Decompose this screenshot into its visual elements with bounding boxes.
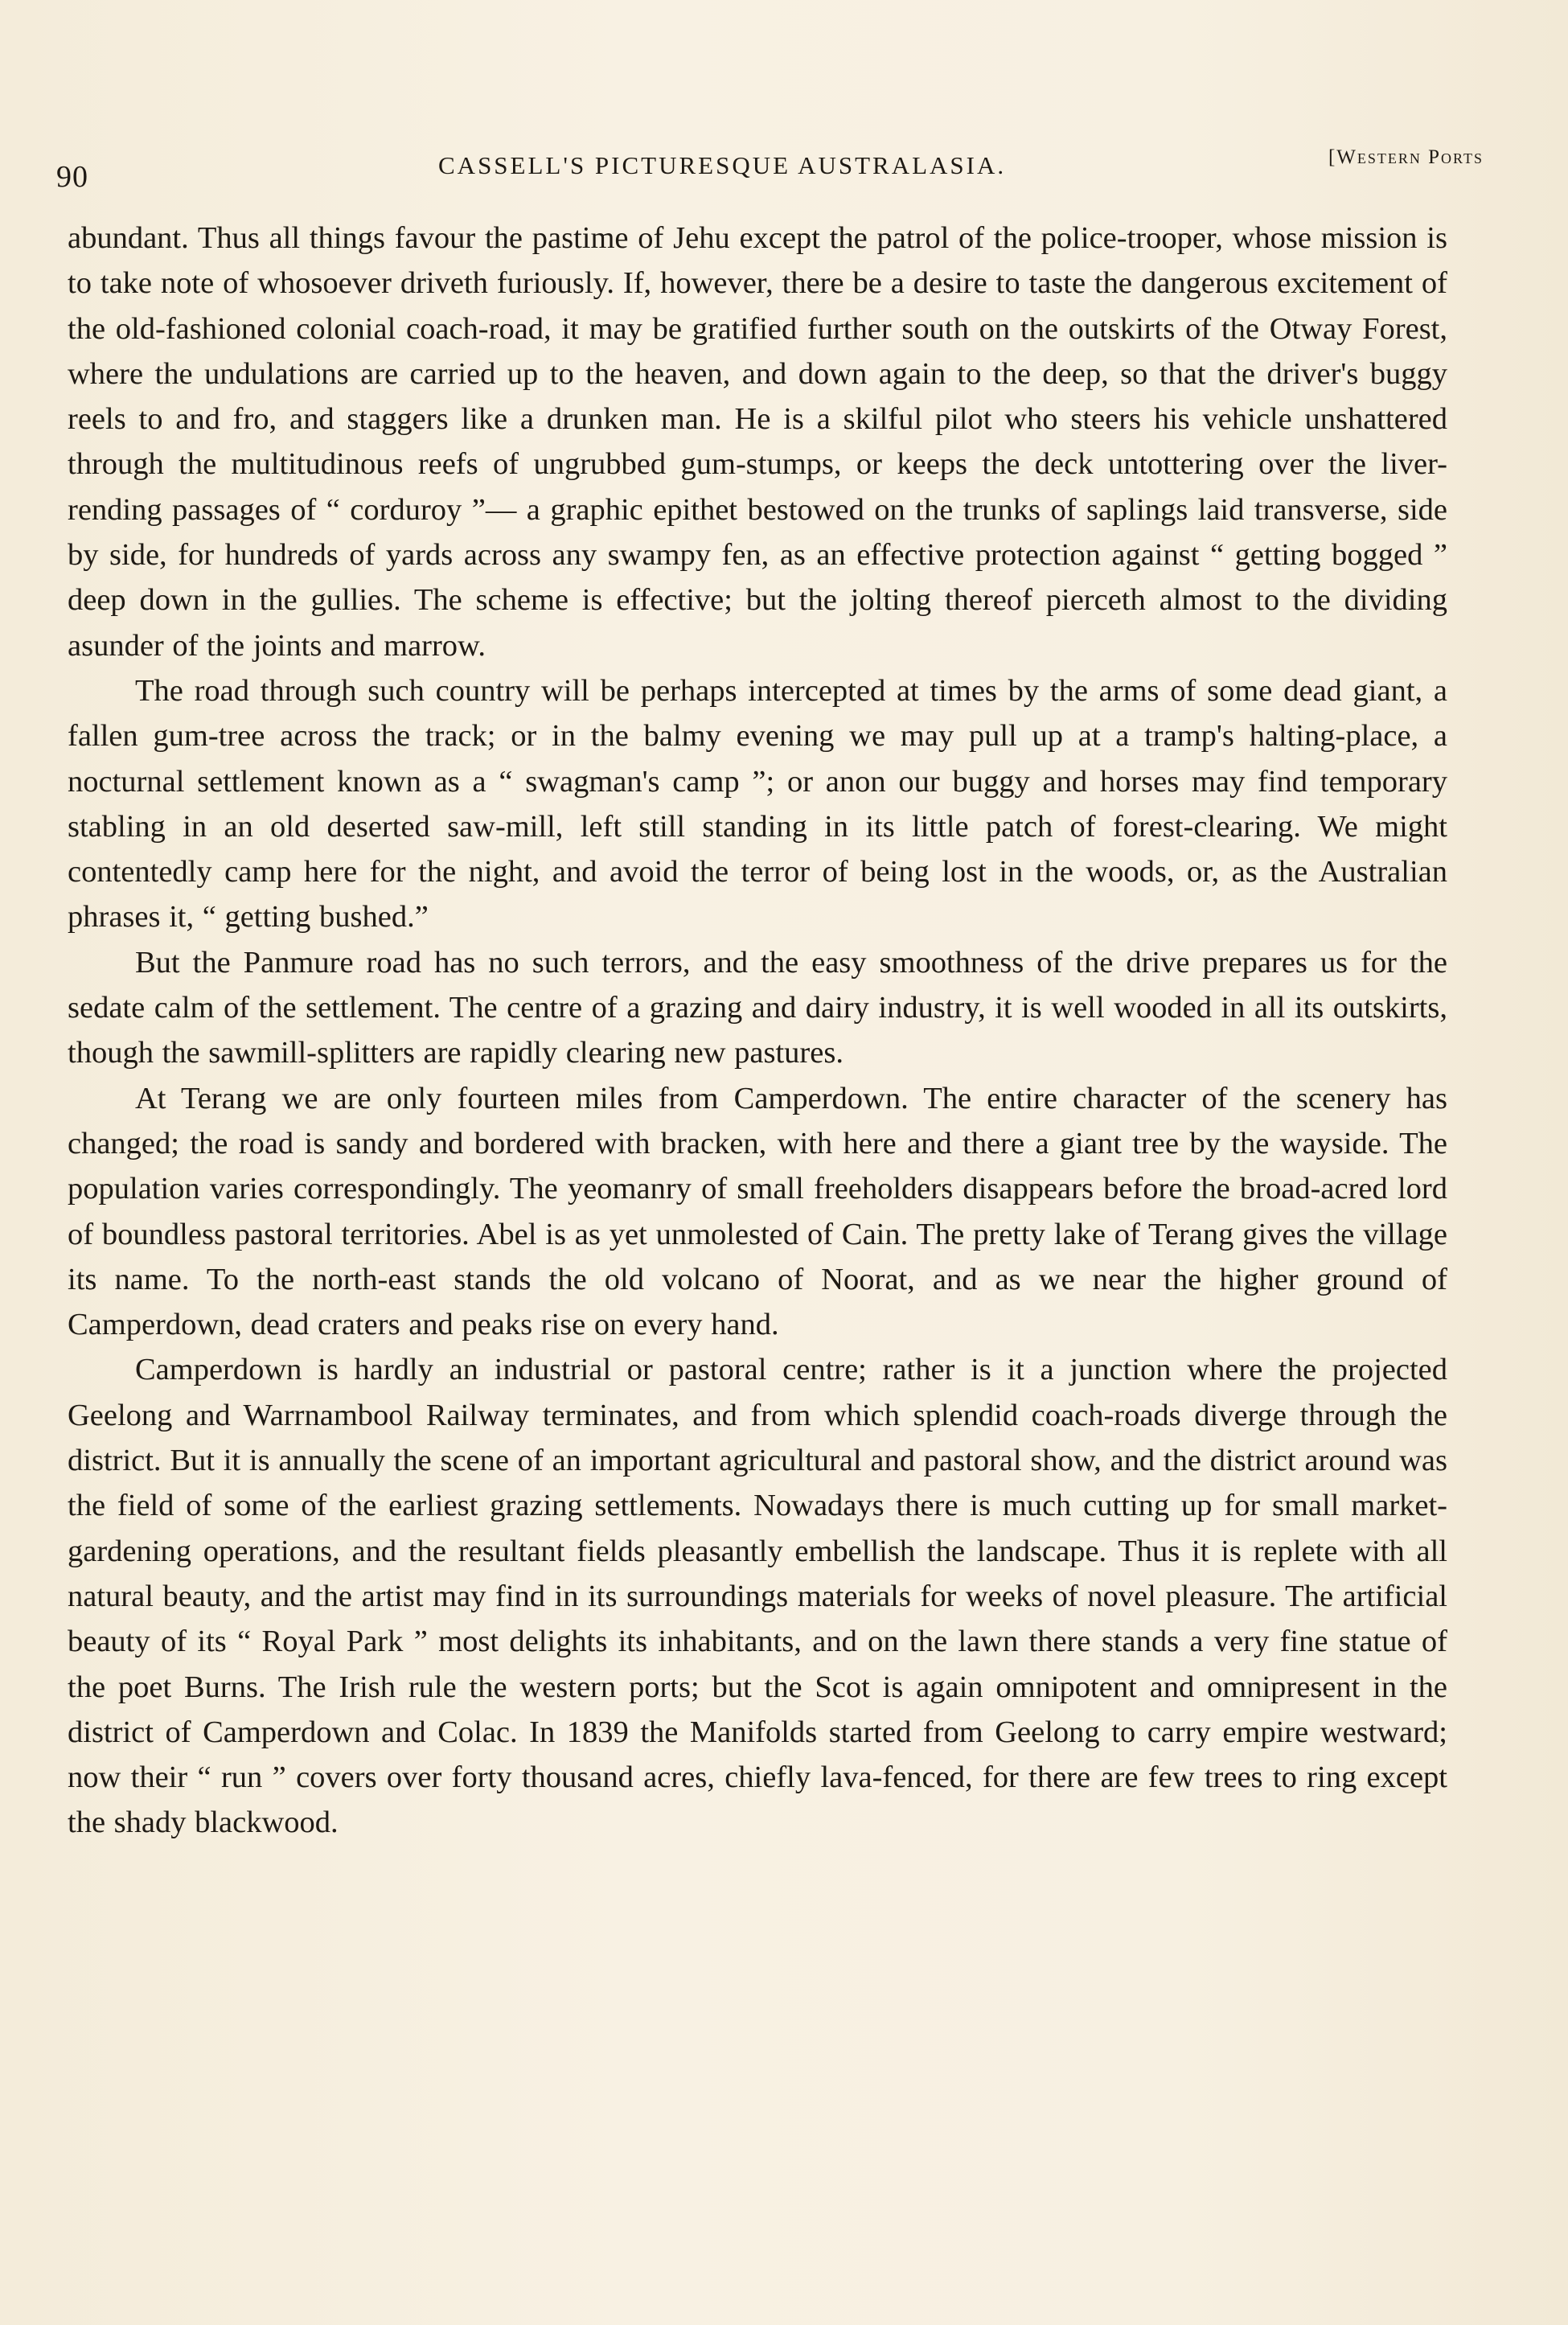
running-title: CASSELL'S PICTURESQUE AUSTRALASIA.: [438, 151, 1007, 179]
section-tag: [Western Ports: [1328, 146, 1484, 168]
page-number: 90: [56, 160, 88, 194]
paragraph-road-through-country: The road through such country will be perhaps intercepted at times by the arms of some dead giant, a fallen gum-tree across the track; or in the balmy evening we may pull up at a tramp's halting-place, a nocturnal settlement known as a “ swagman's camp ”; or anon our buggy and horses may find temporary stabling in an old deserted saw-mill, left still standing in its little patch of forest-clearing. We might contentedly camp here for the night, and avoid the terror of being lost in the woods, or, as the Australian phrases it, “ getting bushed.”: [68, 673, 1447, 935]
body-text: [68, 216, 1447, 1846]
paragraph-panmure-road: But the Panmure road has no such terrors, and the easy smoothness of the drive prepares us for the sedate calm of the settlement. The centre of a grazing and dairy industry, it is well wooded in all its outskirts, though the sawmill-splitters are rapidly clearing new pastures.: [68, 945, 1447, 1070]
paragraph-continued: abundant. Thus all things favour the pastime of Jehu except the patrol of the police-trooper, whose mission is to take note of whosoever driveth furiously. If, however, there be a desire to taste the dangerous excitement of the old-fashioned colonial coach-road, it may be gratified further south on the outskirts of the Otway Forest, where the undulations are carried up to the heaven, and down again to the deep, so that the driver's buggy reels to and fro, and staggers like a drunken man. He is a skilful pilot who steers his vehicle unshattered through the multitudinous reefs of ungrubbed gum-stumps, or keeps the deck untottering over the liver-rending passages of “ corduroy ”— a graphic epithet bestowed on the trunks of saplings laid transverse, side by side, for hundreds of yards across any swampy fen, as an effective protection against “ getting bogged ” deep down in the gullies. The scheme is effective; but the jolting thereof pierceth almost to the dividing asunder of the joints and marrow.: [68, 221, 1447, 663]
paragraph-camperdown: Camperdown is hardly an industrial or pastoral centre; rather is it a junction where the projected Geelong and Warrnambool Railway terminates, and from which splendid coach-roads diverge through the district. But it is annually the scene of an important agricultural and pastoral show, and the district around was the field of some of the earliest grazing settlements. Nowadays there is much cutting up for small market-gardening operations, and the resultant fields pleasantly embellish the landscape. Thus it is replete with all natural beauty, and the artist may find in its surroundings materials for weeks of novel pleasure. The artificial beauty of its “ Royal Park ” most delights its inhabitants, and on the lawn there stands a very fine statue of the poet Burns. The Irish rule the western ports; but the Scot is again omnipotent and omnipresent in the district of Camperdown and Colac. In 1839 the Manifolds started from Geelong to carry empire westward; now their “ run ” covers over forty thousand acres, chiefly lava-fenced, for there are few trees to ring except the shady blackwood.: [68, 1353, 1447, 1840]
page-header: [56, 146, 1484, 199]
paragraph-terang: At Terang we are only fourteen miles from Camperdown. The entire character of the scenery has changed; the road is sandy and bordered with bracken, with here and there a giant tree by the wayside. The population varies correspondingly. The yeomanry of small freeholders disappears before the broad-acred lord of boundless pastoral territories. Abel is as yet unmolested of Cain. The pretty lake of Terang gives the village its name. To the north-east stands the old volcano of Noorat, and as we near the higher ground of Camperdown, dead craters and peaks rise on every hand.: [68, 1081, 1447, 1342]
